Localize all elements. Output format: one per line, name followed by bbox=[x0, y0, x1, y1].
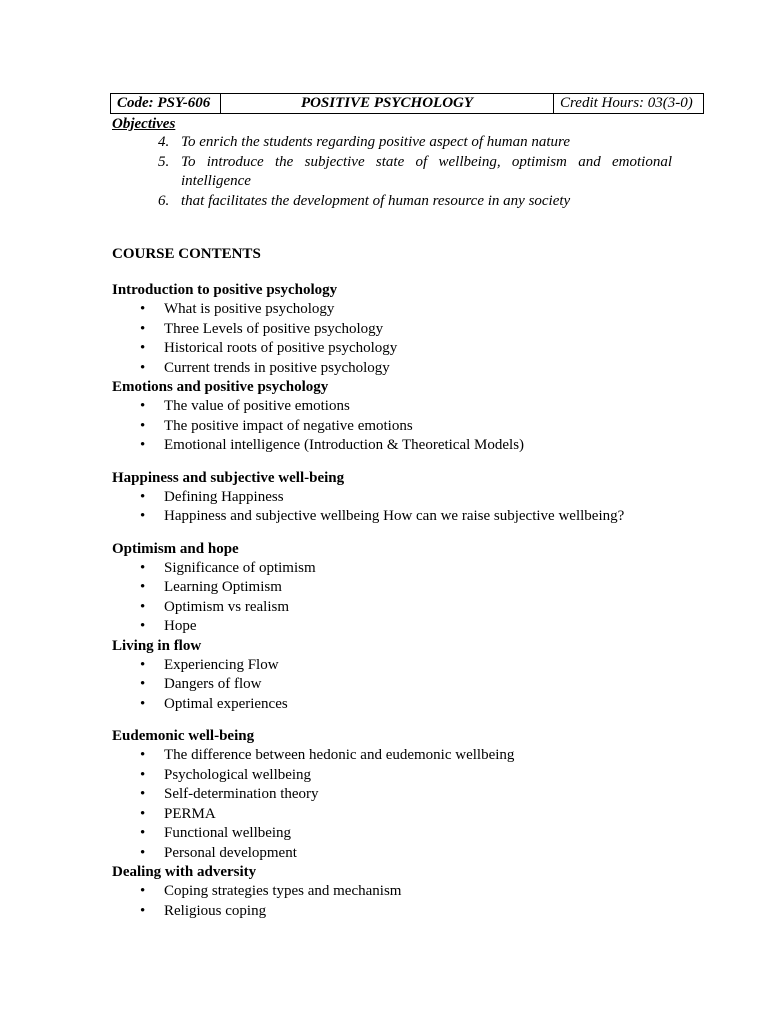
bullet-icon: • bbox=[140, 398, 146, 414]
section-title: Dealing with adversity bbox=[112, 864, 257, 880]
topic-item bbox=[112, 805, 712, 825]
bullet-icon: • bbox=[140, 559, 146, 576]
topic-text: Learning Optimism bbox=[164, 579, 282, 595]
topic-text: Dangers of flow bbox=[164, 676, 262, 692]
topic-item bbox=[112, 397, 712, 417]
topic-text: Coping strategies types and mechanism bbox=[164, 883, 402, 899]
topic-text: Functional wellbeing bbox=[164, 825, 292, 841]
topic-item bbox=[112, 902, 712, 922]
bullet-icon: • bbox=[140, 598, 146, 615]
topic-text: Significance of optimism bbox=[164, 559, 316, 576]
course-section bbox=[112, 637, 712, 715]
objectives-heading: Objectives bbox=[112, 116, 176, 132]
bullet-icon: • bbox=[140, 825, 146, 841]
objective-text: To introduce the subjective state of wellbeing, optimism and emotional intelligence bbox=[181, 154, 672, 189]
bullet-icon: • bbox=[140, 766, 146, 783]
topic-item bbox=[112, 507, 712, 527]
bullet-icon: • bbox=[140, 417, 146, 434]
bullet-icon: • bbox=[140, 883, 146, 899]
topic-item bbox=[112, 844, 712, 864]
topic-item bbox=[112, 320, 712, 340]
topic-text: Optimism vs realism bbox=[164, 598, 289, 615]
topic-item bbox=[112, 824, 712, 844]
course-contents-heading: COURSE CONTENTS bbox=[112, 246, 261, 262]
bullet-icon: • bbox=[140, 786, 146, 802]
section-title: Living in flow bbox=[112, 637, 202, 654]
topic-text: Religious coping bbox=[164, 902, 267, 919]
topic-text: Historical roots of positive psychology bbox=[164, 340, 398, 356]
course-header-row bbox=[111, 94, 704, 114]
section-topic-list bbox=[112, 882, 712, 921]
topic-item bbox=[112, 300, 712, 320]
section-title: Emotions and positive psychology bbox=[112, 379, 329, 395]
course-title: POSITIVE PSYCHOLOGY bbox=[221, 94, 554, 114]
objective-item bbox=[112, 192, 672, 211]
topic-item bbox=[112, 417, 712, 437]
section-title: Introduction to positive psychology bbox=[112, 282, 338, 298]
topic-item bbox=[112, 359, 712, 379]
section-title: Eudemonic well-being bbox=[112, 728, 255, 744]
topic-item bbox=[112, 488, 712, 508]
section-topic-list bbox=[112, 488, 712, 527]
objective-number: 5. bbox=[158, 154, 170, 170]
bullet-icon: • bbox=[140, 508, 146, 524]
topic-item bbox=[112, 559, 712, 579]
topic-item bbox=[112, 656, 712, 676]
topic-text: Experiencing Flow bbox=[164, 656, 279, 673]
course-sections bbox=[112, 281, 712, 921]
bullet-icon: • bbox=[140, 301, 146, 317]
section-topic-list bbox=[112, 746, 712, 863]
topic-text: Defining Happiness bbox=[164, 488, 284, 505]
topic-item bbox=[112, 766, 712, 786]
bullet-icon: • bbox=[140, 747, 146, 763]
bullet-icon: • bbox=[140, 320, 146, 337]
bullet-icon: • bbox=[140, 676, 146, 692]
objective-number: 4. bbox=[158, 134, 170, 150]
topic-text: The difference between hedonic and eudemonic wellbeing bbox=[164, 747, 515, 763]
course-section bbox=[112, 469, 712, 527]
topic-text: Emotional intelligence (Introduction & Theoretical Models) bbox=[164, 437, 525, 453]
topic-text: Psychological wellbeing bbox=[164, 766, 312, 783]
section-topic-list bbox=[112, 397, 712, 456]
course-header-table bbox=[110, 93, 704, 114]
objective-item bbox=[112, 153, 672, 191]
course-code: Code: PSY-606 bbox=[111, 94, 221, 114]
bullet-icon: • bbox=[140, 340, 146, 356]
topic-item bbox=[112, 882, 712, 902]
topic-item bbox=[112, 598, 712, 618]
bullet-icon: • bbox=[140, 844, 146, 861]
course-section bbox=[112, 378, 712, 456]
bullet-icon: • bbox=[140, 695, 146, 712]
bullet-icon: • bbox=[140, 618, 146, 634]
bullet-icon: • bbox=[140, 805, 146, 822]
topic-text: The value of positive emotions bbox=[164, 398, 350, 414]
topic-text: PERMA bbox=[164, 805, 216, 822]
topic-item bbox=[112, 578, 712, 598]
section-title: Happiness and subjective well-being bbox=[112, 469, 345, 486]
bullet-icon: • bbox=[140, 579, 146, 595]
topic-item bbox=[112, 746, 712, 766]
topic-item bbox=[112, 436, 712, 456]
objectives-list bbox=[112, 133, 672, 212]
course-section bbox=[112, 540, 712, 637]
topic-text: Personal development bbox=[164, 844, 297, 861]
topic-item bbox=[112, 339, 712, 359]
topic-text: Happiness and subjective wellbeing How can we raise subjective wellbeing? bbox=[164, 508, 625, 524]
topic-text: Current trends in positive psychology bbox=[164, 359, 390, 376]
course-section bbox=[112, 281, 712, 378]
section-topic-list bbox=[112, 656, 712, 715]
objective-item bbox=[112, 133, 672, 152]
topic-item bbox=[112, 695, 712, 715]
bullet-icon: • bbox=[140, 656, 146, 673]
bullet-icon: • bbox=[140, 902, 146, 919]
bullet-icon: • bbox=[140, 359, 146, 376]
section-topic-list bbox=[112, 300, 712, 378]
topic-text: Three Levels of positive psychology bbox=[164, 320, 384, 337]
bullet-icon: • bbox=[140, 437, 146, 453]
topic-text: Optimal experiences bbox=[164, 695, 288, 712]
objective-text: To enrich the students regarding positive aspect of human nature bbox=[181, 134, 570, 150]
course-section bbox=[112, 863, 712, 921]
objective-text: that facilitates the development of human resource in any society bbox=[181, 193, 571, 209]
section-title: Optimism and hope bbox=[112, 540, 239, 557]
topic-text: Self-determination theory bbox=[164, 786, 319, 802]
section-topic-list bbox=[112, 559, 712, 637]
course-section bbox=[112, 727, 712, 863]
credit-hours: Credit Hours: 03(3-0) bbox=[554, 94, 704, 114]
topic-item bbox=[112, 617, 712, 637]
bullet-icon: • bbox=[140, 488, 146, 505]
objective-number: 6. bbox=[158, 193, 170, 209]
topic-item bbox=[112, 785, 712, 805]
topic-text: Hope bbox=[164, 618, 197, 634]
topic-text: What is positive psychology bbox=[164, 301, 335, 317]
topic-item bbox=[112, 675, 712, 695]
topic-text: The positive impact of negative emotions bbox=[164, 417, 413, 434]
